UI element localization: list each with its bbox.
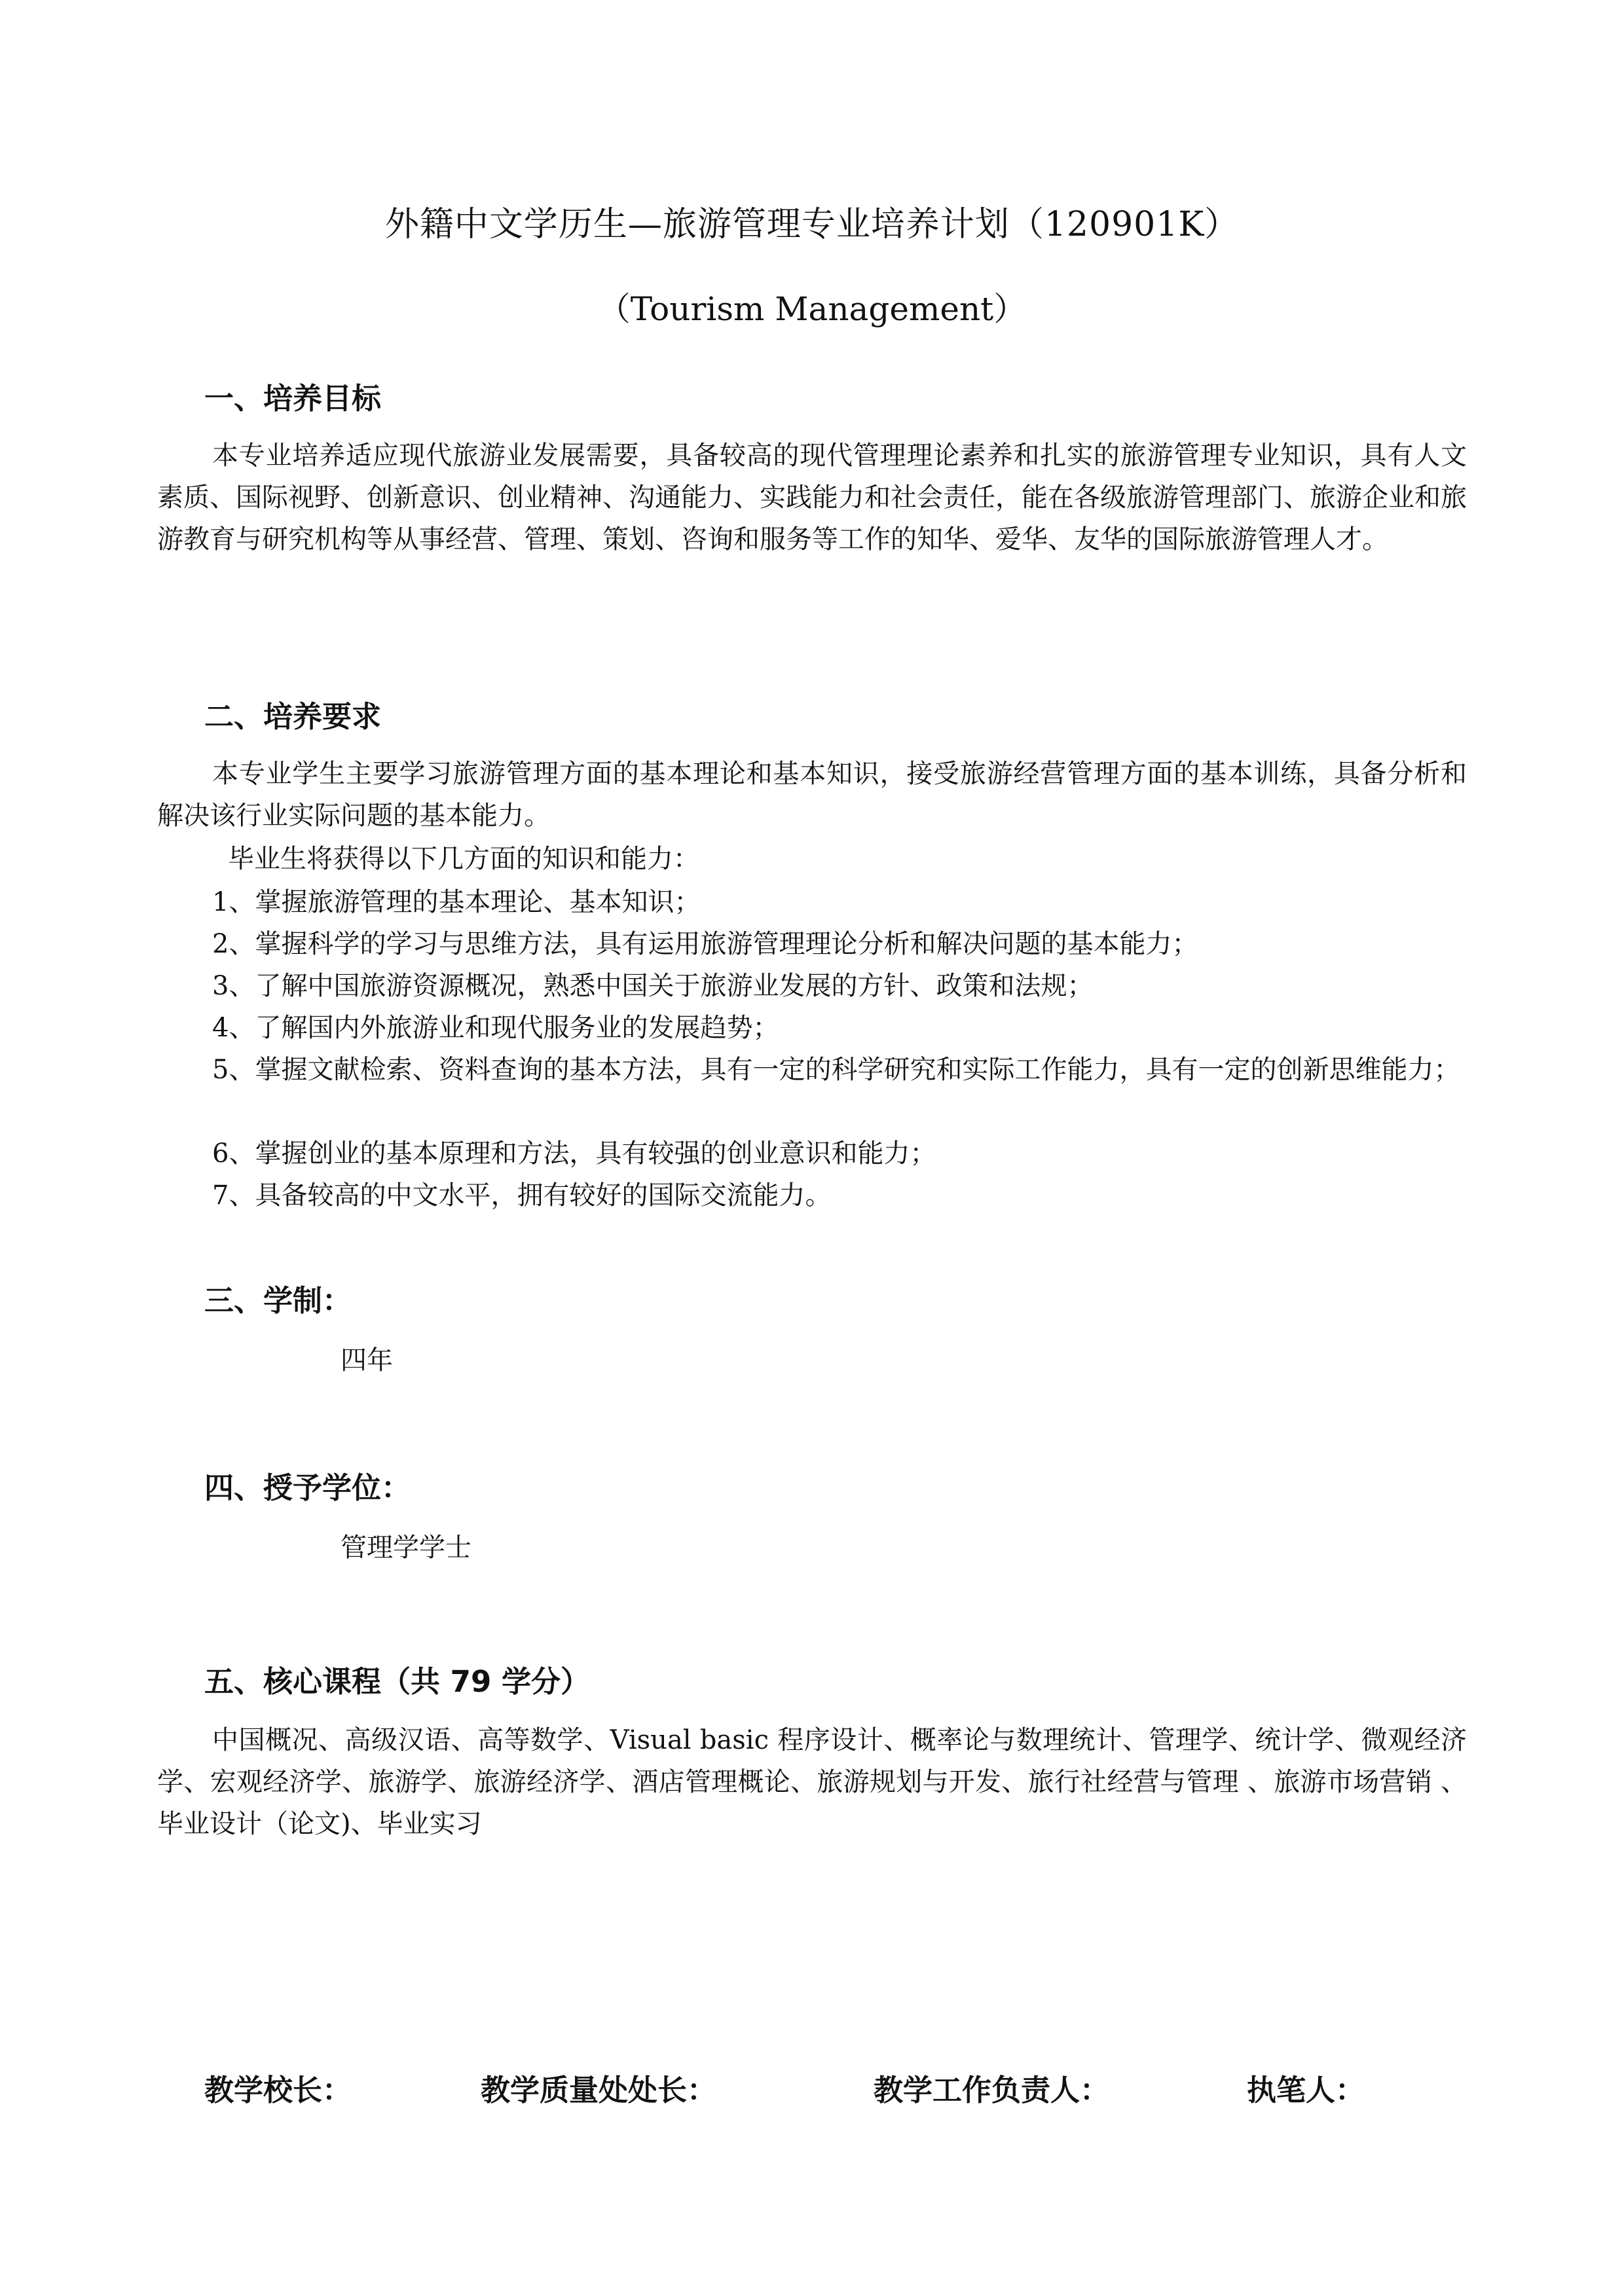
signature-teaching-principal: 教学校长：: [204, 2073, 352, 2107]
page-title: 外籍中文学历生—旅游管理专业培养计划（120901K）: [384, 205, 1240, 244]
requirement-item-2: 2、掌握科学的学习与思维方法，具有运用旅游管理理论分析和解决问题的基本能力；: [212, 929, 1198, 959]
core-courses-paragraph: 中国概况、高级汉语、高等数学、Visual basic 程序设计、概率论与数理统计、管理学、统计学、微观经济学、宏观经济学、旅游学、旅游经济学、酒店管理概论、旅游规划与开发、旅行社经营与管理 、旅游市场营销 、毕业设计（论文)、毕业实习: [157, 1725, 1467, 1839]
requirements-intro: 毕业生将获得以下几方面的知识和能力：: [228, 844, 699, 874]
degree-value: 管理学学士: [341, 1533, 471, 1563]
section-heading-objectives: 一、培养目标: [204, 381, 382, 416]
page-subtitle: （Tourism Management）: [597, 290, 1027, 328]
section-heading-duration: 三、学制：: [204, 1283, 352, 1318]
requirements-paragraph: 本专业学生主要学习旅游管理方面的基本理论和基本知识，接受旅游经营管理方面的基本训练，具备分析和解决该行业实际问题的基本能力。: [157, 759, 1467, 831]
requirement-item-1: 1、掌握旅游管理的基本理论、基本知识；: [212, 887, 701, 917]
requirement-item-5: 5、掌握文献检索、资料查询的基本方法，具有一定的科学研究和实际工作能力，具有一定的创新思维能力；: [212, 1055, 1460, 1085]
signature-quality-director: 教学质量处处长：: [481, 2073, 717, 2107]
section-heading-degree: 四、授予学位：: [204, 1470, 411, 1505]
section-heading-requirements: 二、培养要求: [204, 699, 382, 734]
objectives-paragraph: 本专业培养适应现代旅游业发展需要，具备较高的现代管理理论素养和扎实的旅游管理专业知识，具有人文素质、国际视野、创新意识、创业精神、沟通能力、实践能力和社会责任，能在各级旅游管理部门、旅游企业和旅游教育与研究机构等从事经营、管理、策划、咨询和服务等工作的知华、爱华、友华的国际旅游管理人才。: [157, 441, 1467, 555]
section-heading-core-courses: 五、核心课程（共 79 学分）: [204, 1664, 590, 1699]
signature-teaching-manager: 教学工作负责人：: [874, 2073, 1110, 2107]
signature-writer: 执笔人：: [1247, 2073, 1365, 2107]
duration-value: 四年: [341, 1345, 393, 1376]
requirement-item-6: 6、掌握创业的基本原理和方法，具有较强的创业意识和能力；: [212, 1139, 936, 1169]
requirement-item-4: 4、了解国内外旅游业和现代服务业的发展趋势；: [212, 1013, 779, 1043]
requirement-item-3: 3、了解中国旅游资源概况，熟悉中国关于旅游业发展的方针、政策和法规；: [212, 971, 1094, 1001]
requirement-item-7: 7、具备较高的中文水平，拥有较好的国际交流能力。: [212, 1180, 832, 1211]
